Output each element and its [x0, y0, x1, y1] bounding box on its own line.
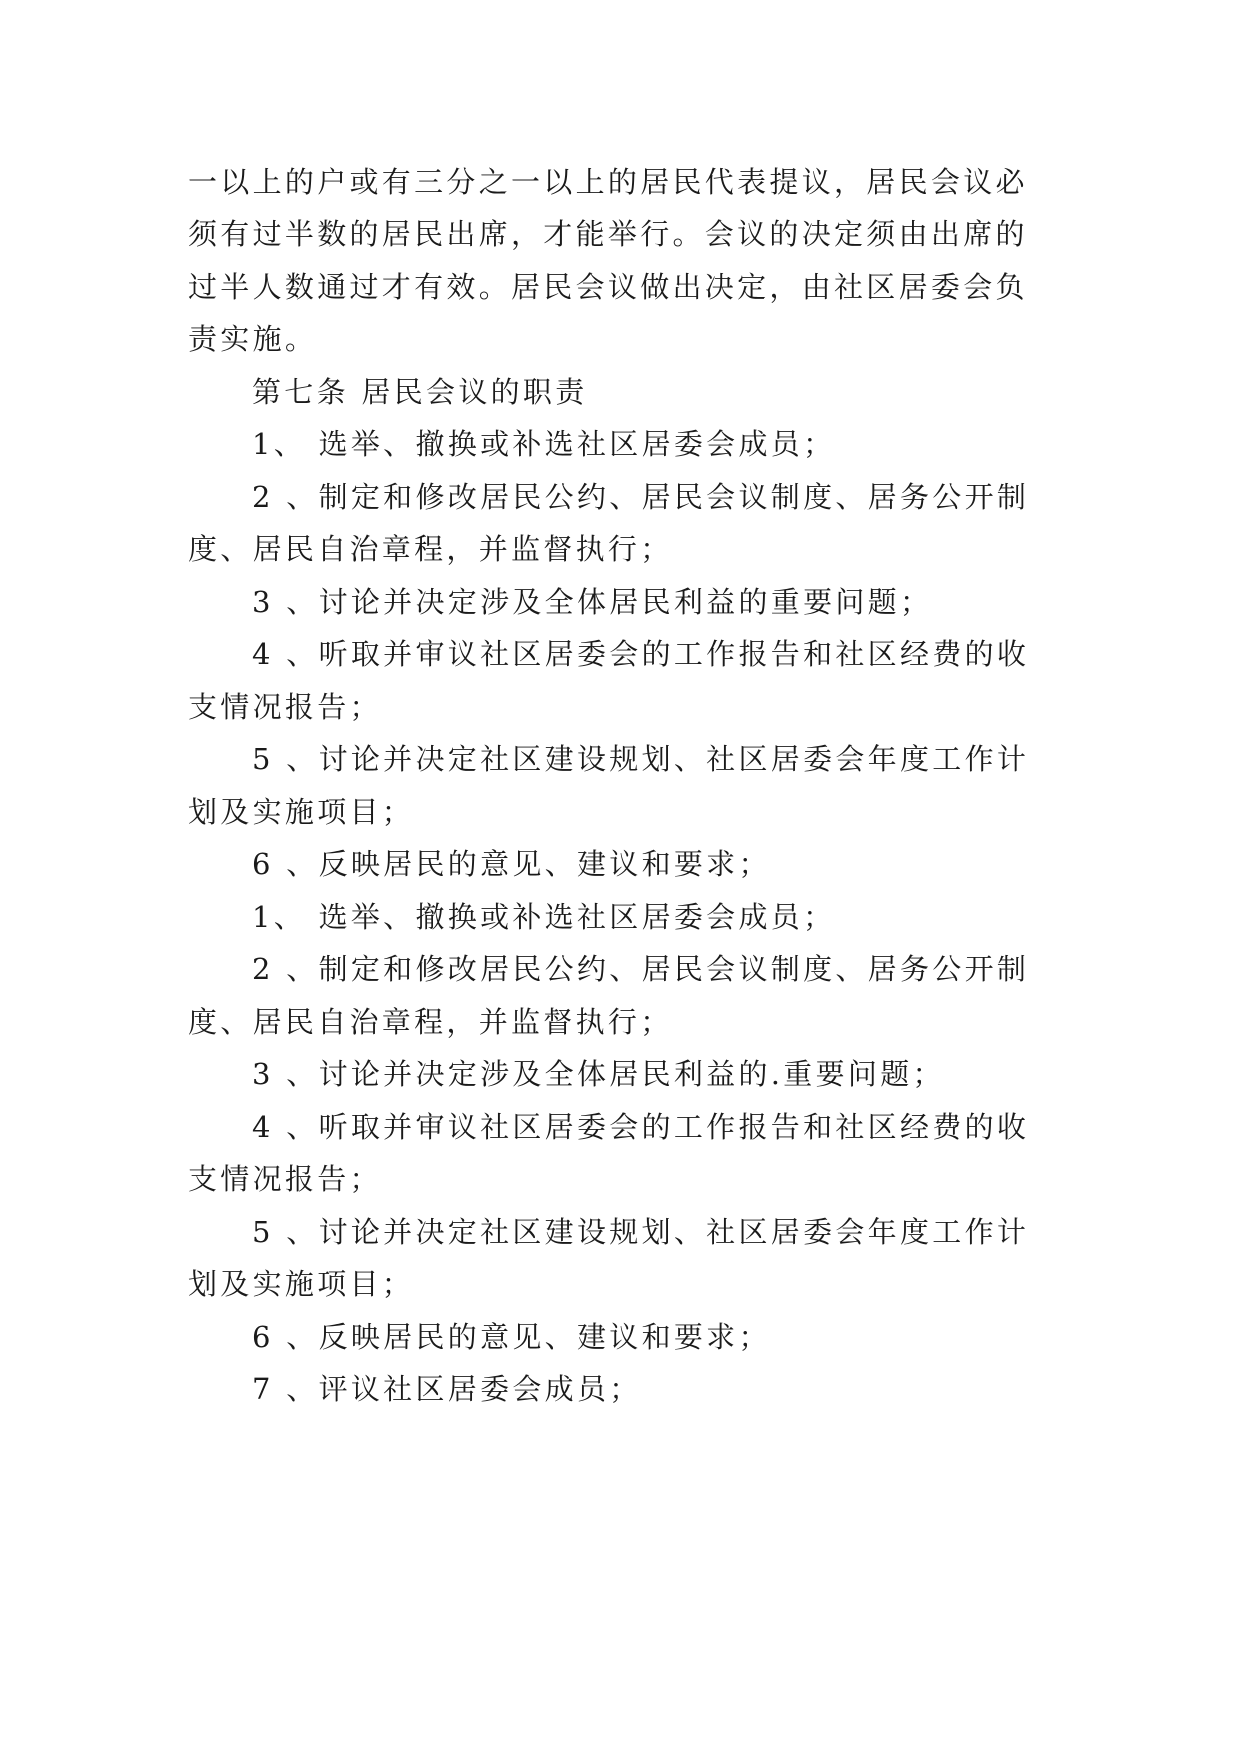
body-line: 一以上的户或有三分之一以上的居民代表提议，居民会议必 — [188, 165, 1028, 199]
list-item-continuation: 度、居民自治章程，并监督执行； — [188, 1005, 673, 1039]
list-item: 3 、讨论并决定涉及全体居民利益的.重要问题； — [252, 1057, 945, 1091]
list-item: 1、 选举、撤换或补选社区居委会成员； — [252, 900, 836, 934]
list-item: 3 、讨论并决定涉及全体居民利益的重要问题； — [252, 585, 933, 619]
list-item-continuation: 支情况报告； — [188, 1162, 382, 1196]
list-item-continuation: 支情况报告； — [188, 690, 382, 724]
list-item-continuation: 度、居民自治章程，并监督执行； — [188, 532, 673, 566]
list-item: 1、 选举、撤换或补选社区居委会成员； — [252, 427, 836, 461]
list-item-continuation: 划及实施项目； — [188, 795, 415, 829]
list-item: 7 、评议社区居委会成员； — [252, 1372, 642, 1406]
list-item: 6 、反映居民的意见、建议和要求； — [252, 847, 771, 881]
list-item: 5 、讨论并决定社区建设规划、社区居委会年度工作计 — [252, 1215, 1030, 1249]
body-line: 须有过半数的居民出席，才能举行。会议的决定须由出席的 — [188, 217, 1028, 251]
list-item: 2 、制定和修改居民公约、居民会议制度、居务公开制 — [252, 480, 1030, 514]
list-item-continuation: 划及实施项目； — [188, 1267, 415, 1301]
list-item: 5 、讨论并决定社区建设规划、社区居委会年度工作计 — [252, 742, 1030, 776]
list-item: 2 、制定和修改居民公约、居民会议制度、居务公开制 — [252, 952, 1030, 986]
list-item: 4 、听取并审议社区居委会的工作报告和社区经费的收 — [252, 1110, 1030, 1144]
body-line: 过半人数通过才有效。居民会议做出决定，由社区居委会负 — [188, 270, 1028, 304]
article-heading: 第七条 居民会议的职责 — [252, 375, 588, 409]
body-line: 责实施。 — [188, 322, 318, 356]
list-item: 4 、听取并审议社区居委会的工作报告和社区经费的收 — [252, 637, 1030, 671]
list-item: 6 、反映居民的意见、建议和要求； — [252, 1320, 771, 1354]
